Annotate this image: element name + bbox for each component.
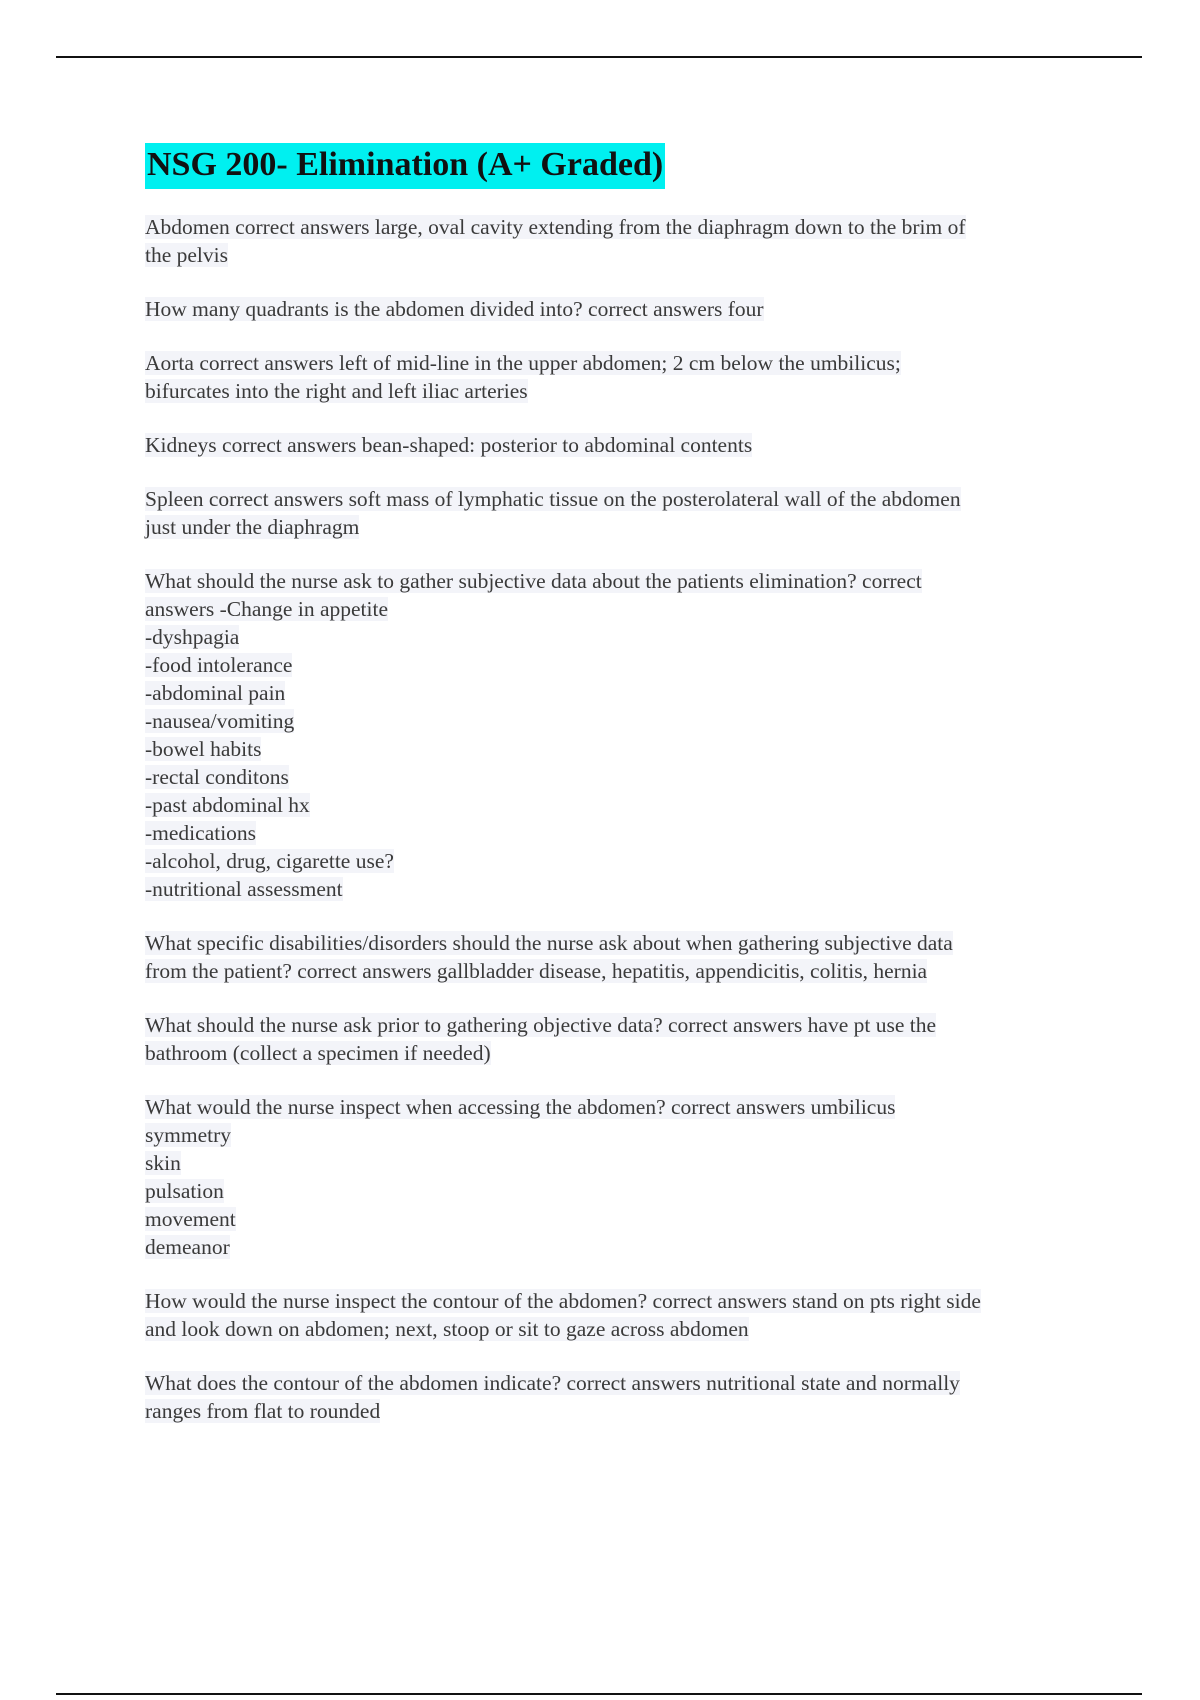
qa-line-text: -alcohol, drug, cigarette use? — [145, 849, 394, 873]
qa-line-text: demeanor — [145, 1235, 230, 1259]
qa-line — [145, 847, 1095, 875]
qa-entry — [145, 929, 1095, 985]
qa-line — [145, 1093, 1095, 1121]
qa-line-text: -food intolerance — [145, 653, 293, 677]
qa-line — [145, 595, 1095, 623]
qa-line — [145, 1149, 1095, 1177]
bottom-rule — [56, 1693, 1142, 1695]
qa-entry — [145, 567, 1095, 903]
qa-line — [145, 1121, 1095, 1149]
qa-entry — [145, 349, 1095, 405]
qa-line-text: bathroom (collect a specimen if needed) — [145, 1041, 491, 1065]
qa-line — [145, 735, 1095, 763]
qa-line — [145, 1233, 1095, 1261]
qa-line — [145, 213, 1095, 241]
qa-entry — [145, 1287, 1095, 1343]
qa-entry — [145, 213, 1095, 269]
qa-line — [145, 349, 1095, 377]
qa-line-text: -dyshpagia — [145, 625, 240, 649]
qa-line-text: pulsation — [145, 1179, 224, 1203]
qa-line-text: What should the nurse ask to gather subjective data about the patients elimination? correct — [145, 569, 922, 593]
qa-line — [145, 763, 1095, 791]
qa-line-text: and look down on abdomen; next, stoop or sit to gaze across abdomen — [145, 1317, 749, 1341]
qa-line-text: Kidneys correct answers bean-shaped: posterior to abdominal contents — [145, 433, 753, 457]
qa-line — [145, 1397, 1095, 1425]
qa-line-text: answers -Change in appetite — [145, 597, 388, 621]
qa-line — [145, 623, 1095, 651]
qa-entry — [145, 485, 1095, 541]
qa-line-text: from the patient? correct answers gallbladder disease, hepatitis, appendicitis, colitis, hernia — [145, 959, 928, 983]
qa-line — [145, 791, 1095, 819]
qa-line-text: symmetry — [145, 1123, 231, 1147]
qa-line — [145, 431, 1095, 459]
qa-line-text: -bowel habits — [145, 737, 262, 761]
qa-line — [145, 1315, 1095, 1343]
qa-line — [145, 1205, 1095, 1233]
qa-line — [145, 1177, 1095, 1205]
qa-line-text: What specific disabilities/disorders should the nurse ask about when gathering subjective data — [145, 931, 953, 955]
qa-line — [145, 485, 1095, 513]
qa-line — [145, 567, 1095, 595]
document-body — [145, 143, 1095, 1451]
qa-line-text: skin — [145, 1151, 181, 1175]
qa-line-text: bifurcates into the right and left iliac arteries — [145, 379, 528, 403]
qa-line-text: -rectal conditons — [145, 765, 289, 789]
qa-line-text: -nutritional assessment — [145, 877, 343, 901]
qa-line-text: just under the diaphragm — [145, 515, 360, 539]
qa-line — [145, 513, 1095, 541]
qa-line — [145, 929, 1095, 957]
qa-line-text: -past abdominal hx — [145, 793, 310, 817]
qa-line-text: Spleen correct answers soft mass of lymphatic tissue on the posterolateral wall of the abdomen — [145, 487, 961, 511]
qa-list — [145, 213, 1095, 1425]
qa-line — [145, 295, 1095, 323]
qa-line — [145, 819, 1095, 847]
qa-line-text: ranges from flat to rounded — [145, 1399, 381, 1423]
qa-entry — [145, 431, 1095, 459]
qa-line-text: What does the contour of the abdomen indicate? correct answers nutritional state and normally — [145, 1371, 960, 1395]
qa-line-text: movement — [145, 1207, 236, 1231]
qa-line — [145, 875, 1095, 903]
qa-line — [145, 707, 1095, 735]
qa-line-text: -medications — [145, 821, 257, 845]
qa-line-text: How many quadrants is the abdomen divided into? correct answers four — [145, 297, 764, 321]
qa-line — [145, 1369, 1095, 1397]
qa-line — [145, 1039, 1095, 1067]
qa-line — [145, 651, 1095, 679]
qa-line-text: Abdomen correct answers large, oval cavity extending from the diaphragm down to the brim of — [145, 215, 966, 239]
qa-entry — [145, 1093, 1095, 1261]
qa-entry — [145, 1011, 1095, 1067]
qa-line-text: What should the nurse ask prior to gathering objective data? correct answers have pt use the — [145, 1013, 937, 1037]
qa-line — [145, 1287, 1095, 1315]
document-title: NSG 200- Elimination (A+ Graded) — [145, 143, 665, 189]
qa-line — [145, 957, 1095, 985]
qa-line-text: How would the nurse inspect the contour of the abdomen? correct answers stand on pts right side — [145, 1289, 981, 1313]
qa-line — [145, 241, 1095, 269]
qa-line-text: -nausea/vomiting — [145, 709, 295, 733]
qa-entry — [145, 295, 1095, 323]
qa-line-text: the pelvis — [145, 243, 228, 267]
qa-line — [145, 679, 1095, 707]
qa-entry — [145, 1369, 1095, 1425]
qa-line-text: What would the nurse inspect when accessing the abdomen? correct answers umbilicus — [145, 1095, 896, 1119]
qa-line-text: -abdominal pain — [145, 681, 286, 705]
qa-line — [145, 377, 1095, 405]
qa-line — [145, 1011, 1095, 1039]
qa-line-text: Aorta correct answers left of mid-line in the upper abdomen; 2 cm below the umbilicus; — [145, 351, 901, 375]
top-rule — [56, 56, 1142, 58]
